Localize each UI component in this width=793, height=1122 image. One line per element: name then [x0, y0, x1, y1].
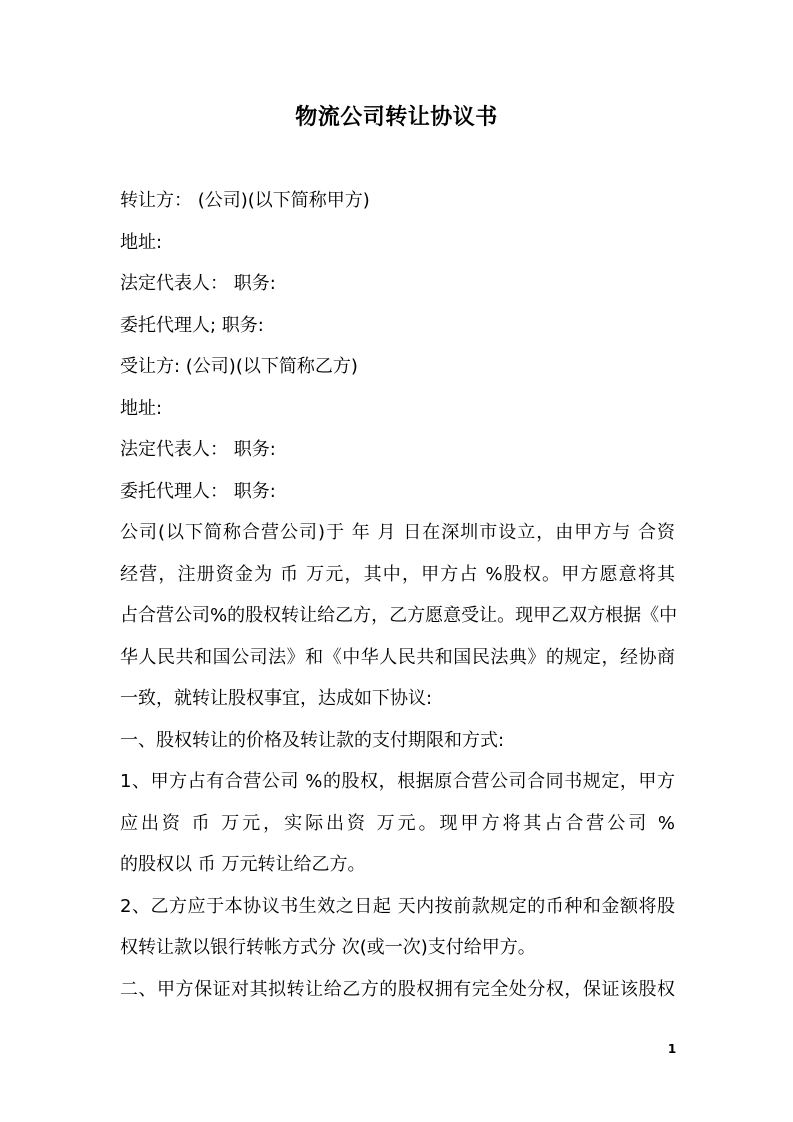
document-body [120, 180, 678, 1010]
preamble-line-1: 公司(以下简称合营公司)于 年 月 日在深圳市设立，由甲方与 合资 [120, 522, 675, 543]
section-1-item-1-line-2: 应出资 币 万元，实际出资 万元。现甲方将其占合营公司 % [120, 812, 675, 834]
preamble-line-5: 一致，就转让股权事宜，达成如下协议: [120, 688, 433, 709]
transferee-address-line: 地址: [120, 397, 163, 419]
transferee-line: 受让方: (公司)(以下简称乙方) [120, 356, 358, 377]
preamble-line-2: 经营，注册资金为 币 万元，其中，甲方占 %股权。甲方愿意将其 [120, 563, 675, 585]
transferee-legal-rep-line: 法定代表人： 职务: [120, 439, 276, 460]
transferor-agent-line: 委托代理人; 职务: [120, 314, 264, 336]
page-number: 1 [667, 1042, 677, 1056]
preamble-line-3: 占合营公司%的股权转让给乙方，乙方愿意受让。现甲乙双方根据《中 [120, 605, 678, 626]
transferee-agent-line: 委托代理人： 职务: [120, 480, 276, 502]
preamble-line-4: 华人民共和国公司法》和《中华人民共和国民法典》的规定，经协商 [120, 646, 675, 668]
section-1-item-1-line-1: 1、甲方占有合营公司 %的股权，根据原合营公司合同书规定，甲方 [120, 771, 675, 792]
document-title: 物流公司转让协议书 [295, 105, 498, 130]
transferor-line: 转让方： (公司)(以下简称甲方) [120, 190, 370, 211]
section-2-line-1: 二、甲方保证对其拟转让给乙方的股权拥有完全处分权，保证该股权 [120, 978, 675, 1000]
transferor-legal-rep-line: 法定代表人： 职务: [120, 273, 276, 294]
transferor-address-line: 地址: [120, 231, 163, 253]
section-1-heading: 一、股权转让的价格及转让款的支付期限和方式: [120, 729, 505, 751]
section-1-item-2-line-2: 权转让款以银行转帐方式分 次(或一次)支付给甲方。 [120, 937, 536, 958]
section-1-item-2-line-1: 2、乙方应于本协议书生效之日起 天内按前款规定的币种和金额将股 [120, 895, 675, 917]
section-1-item-1-line-3: 的股权以 币 万元转让给乙方。 [120, 854, 366, 875]
